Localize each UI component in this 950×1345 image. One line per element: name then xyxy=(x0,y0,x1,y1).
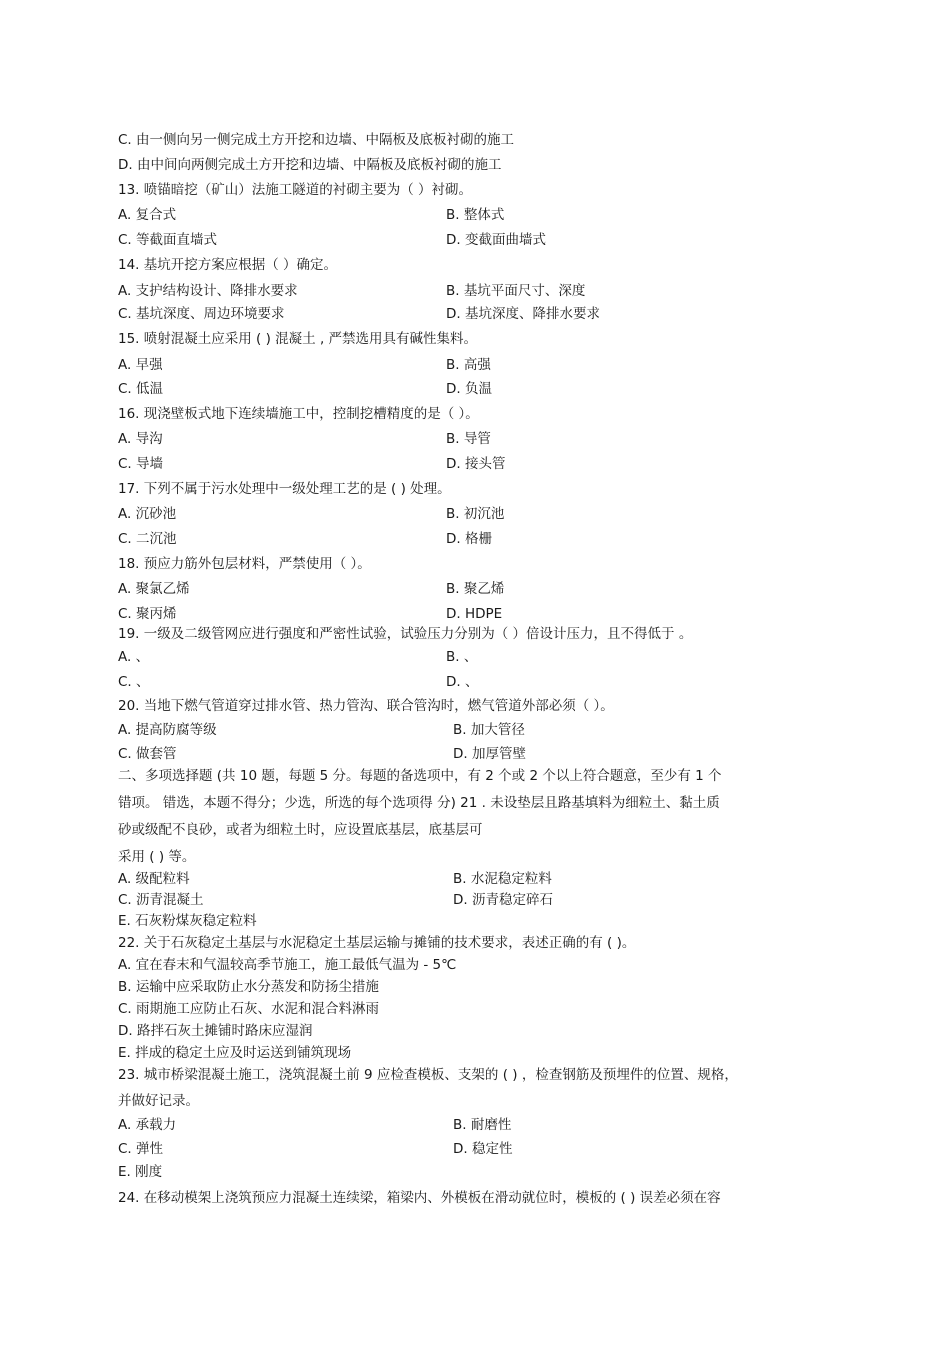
text-line: B. 耐磨性 xyxy=(453,1117,512,1133)
text-line: A. 、 xyxy=(118,649,150,665)
text-line: D. 格栅 xyxy=(446,531,492,547)
text-line: A. 支护结构设计、降排水要求 xyxy=(118,283,298,299)
text-line: D. 稳定性 xyxy=(453,1141,513,1157)
text-line: C. 弹性 xyxy=(118,1141,164,1157)
text-line: B. 基坑平面尺寸、深度 xyxy=(446,283,586,299)
text-line: B. 高强 xyxy=(446,357,491,373)
text-line: B. 初沉池 xyxy=(446,506,505,522)
text-line: E. 拌成的稳定土应及时运送到铺筑现场 xyxy=(118,1045,352,1061)
text-line: A. 提高防腐等级 xyxy=(118,722,217,738)
text-line: 错项。 错选，本题不得分；少选，所选的每个选项得 分) 21 . 未设垫层且路基填料为细粒土、黏土质 xyxy=(118,795,720,811)
text-line: A. 导沟 xyxy=(118,431,163,447)
text-line: C. 等截面直墙式 xyxy=(118,232,218,248)
text-line: D. 沥青稳定碎石 xyxy=(453,892,553,908)
text-line: B. 、 xyxy=(446,649,478,665)
text-line: C. 二沉池 xyxy=(118,531,177,547)
text-line: D. 基坑深度、降排水要求 xyxy=(446,306,600,322)
text-line: 砂或级配不良砂，或者为细粒土时，应设置底基层，底基层可 xyxy=(118,822,483,838)
text-line: D. 、 xyxy=(446,674,479,690)
text-line: A. 聚氯乙烯 xyxy=(118,581,190,597)
text-line: E. 石灰粉煤灰稳定粒料 xyxy=(118,913,257,929)
text-line: C. 聚丙烯 xyxy=(118,606,177,622)
text-line: 并做好记录。 xyxy=(118,1093,199,1109)
text-line: D. 变截面曲墙式 xyxy=(446,232,546,248)
text-line: A. 沉砂池 xyxy=(118,506,177,522)
text-line: D. HDPE xyxy=(446,606,503,622)
text-line: 15. 喷射混凝土应采用 ( ) 混凝土 , 严禁选用具有碱性集料。 xyxy=(118,331,478,347)
text-line: A. 宜在春末和气温较高季节施工，施工最低气温为 - 5℃ xyxy=(118,957,457,973)
text-line: 16. 现浇壁板式地下连续墙施工中，控制挖槽精度的是（ ）。 xyxy=(118,406,479,422)
text-line: C. 导墙 xyxy=(118,456,164,472)
text-line: 18. 预应力筋外包层材料，严禁使用（ ）。 xyxy=(118,556,371,572)
text-line: C. 低温 xyxy=(118,381,164,397)
text-line: 20. 当地下燃气管道穿过排水管、热力管沟、联合管沟时，燃气管道外部必须（ ）。 xyxy=(118,698,614,714)
text-line: B. 水泥稳定粒料 xyxy=(453,871,552,887)
text-line: 24. 在移动模架上浇筑预应力混凝土连续梁，箱梁内、外模板在滑动就位时，模板的 ( ) 误差必须在容 xyxy=(118,1190,721,1206)
text-line: D. 路拌石灰土摊铺时路床应湿润 xyxy=(118,1023,313,1039)
text-line: 二、多项选择题 (共 10 题，每题 5 分。每题的备选项中，有 2 个或 2 个以上符合题意，至少有 1 个 xyxy=(118,768,722,784)
text-line: 22. 关于石灰稳定土基层与水泥稳定土基层运输与摊铺的技术要求，表述正确的有 ( )。 xyxy=(118,935,636,951)
text-line: 23. 城市桥梁混凝土施工，浇筑混凝土前 9 应检查模板、支架的 ( ) ，检查钢筋及预埋件的位置、规格， xyxy=(118,1067,738,1083)
text-line: C. 雨期施工应防止石灰、水泥和混合料淋雨 xyxy=(118,1001,380,1017)
text-line: A. 早强 xyxy=(118,357,163,373)
text-line: B. 运输中应采取防止水分蒸发和防扬尘措施 xyxy=(118,979,379,995)
text-line: E. 刚度 xyxy=(118,1164,163,1180)
text-line: A. 承载力 xyxy=(118,1117,177,1133)
text-line: 17. 下列不属于污水处理中一级处理工艺的是 ( ) 处理。 xyxy=(118,481,451,497)
text-line: C. 做套管 xyxy=(118,746,177,762)
text-line: A. 级配粒料 xyxy=(118,871,190,887)
text-line: 14. 基坑开挖方案应根据（ ）确定。 xyxy=(118,257,338,273)
text-line: D. 加厚管壁 xyxy=(453,746,526,762)
text-line: C. 由一侧向另一侧完成土方开挖和边墙、中隔板及底板衬砌的施工 xyxy=(118,132,515,148)
text-line: D. 负温 xyxy=(446,381,492,397)
text-line: B. 聚乙烯 xyxy=(446,581,505,597)
text-line: 13. 喷锚暗挖（矿山）法施工隧道的衬砌主要为（ ）衬砌。 xyxy=(118,182,473,198)
text-line: 采用 ( ) 等。 xyxy=(118,849,196,865)
text-line: B. 整体式 xyxy=(446,207,505,223)
text-line: C. 基坑深度、周边环境要求 xyxy=(118,306,285,322)
text-line: A. 复合式 xyxy=(118,207,177,223)
text-line: 19. 一级及二级管网应进行强度和严密性试验，试验压力分别为（ ）倍设计压力，且不得低于 。 xyxy=(118,626,693,642)
text-line: D. 由中间向两侧完成土方开挖和边墙、中隔板及底板衬砌的施工 xyxy=(118,157,502,173)
text-line: C. 、 xyxy=(118,674,150,690)
text-line: B. 加大管径 xyxy=(453,722,525,738)
text-line: B. 导管 xyxy=(446,431,491,447)
text-line: C. 沥青混凝土 xyxy=(118,892,204,908)
text-line: D. 接头管 xyxy=(446,456,506,472)
